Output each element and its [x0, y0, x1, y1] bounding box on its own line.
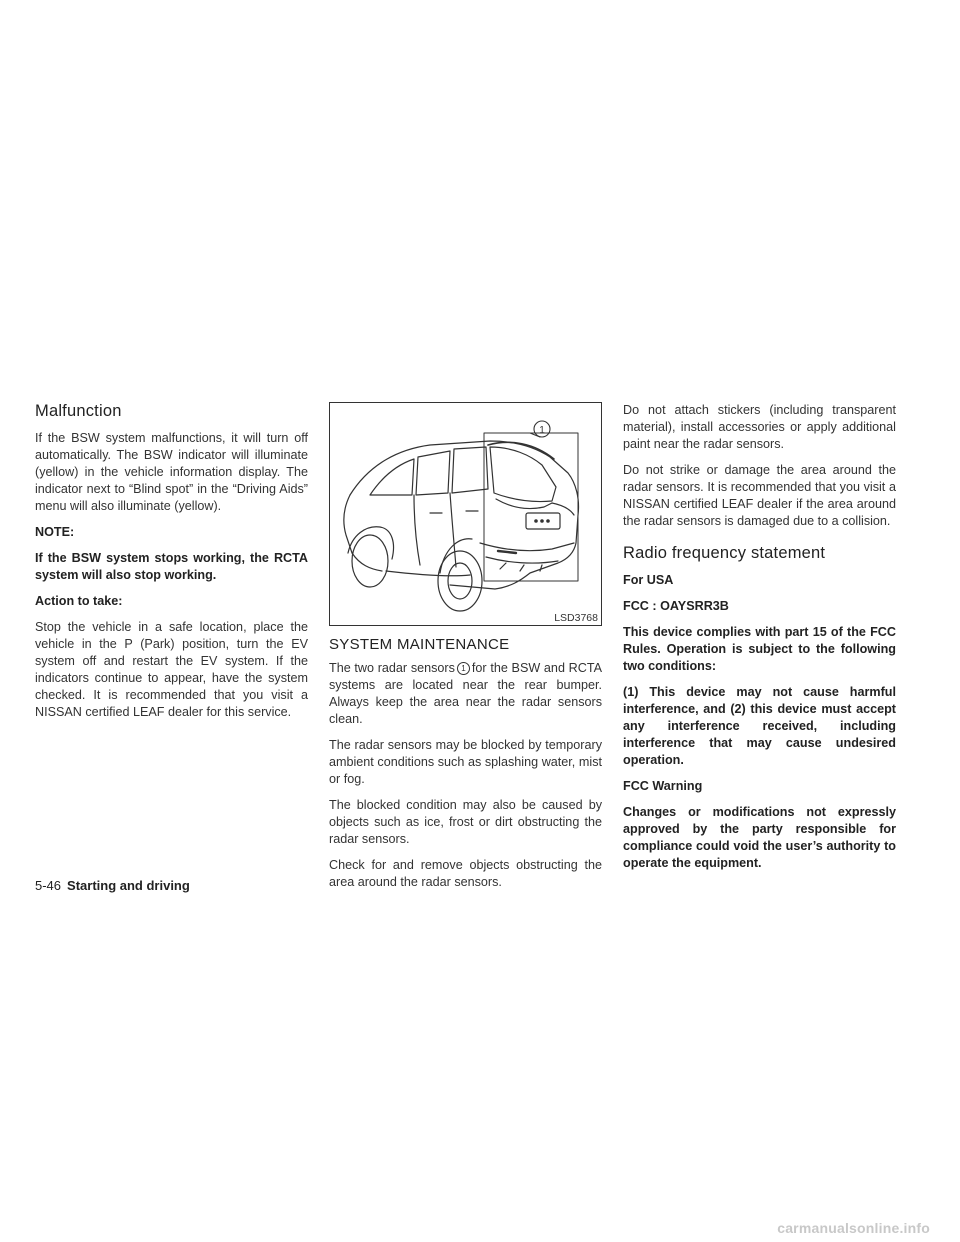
fcc-conditions: (1) This device may not cause harmful interference, and (2) this device must accept any interference received, including interference that may cause undesired operation. — [623, 685, 896, 767]
heading-system-maintenance: SYSTEM MAINTENANCE — [329, 636, 510, 653]
figure-callout-number: 1 — [539, 425, 545, 436]
paragraph-radar-location — [329, 660, 602, 728]
section-title: Starting and driving — [67, 878, 190, 893]
for-usa: For USA — [623, 573, 674, 587]
paragraph-action: Stop the vehicle in a safe location, place the vehicle in the P (Park) position, turn the EV system off and restart the EV system. If the indicators continue to appear, have the system checked. It is recommended that you visit a NISSAN certified LEAF dealer for this service. — [35, 620, 308, 719]
action-label: Action to take: — [35, 594, 123, 608]
note-label: NOTE: — [35, 525, 75, 539]
page-number: 5-46 — [35, 878, 62, 893]
watermark: carmanualsonline.info — [777, 1220, 930, 1236]
paragraph-remove-objects: Check for and remove objects obstructing the area around the radar sensors. — [329, 858, 602, 889]
heading-radio-frequency: Radio frequency statement — [623, 544, 826, 562]
callout-1-icon: 1 — [457, 662, 470, 675]
page-footer — [35, 878, 190, 893]
fcc-compliance: This device complies with part 15 of the FCC Rules. Operation is subject to the following two conditions: — [623, 625, 896, 673]
paragraph-stickers: Do not attach stickers (including transparent material), install accessories or apply additional paint near the radar sensors. — [623, 403, 896, 451]
fcc-id: FCC : OAYSRR3B — [623, 599, 729, 613]
paragraph-blocked-objects: The blocked condition may also be caused by objects such as ice, frost or dirt obstructing the radar sensors. — [329, 798, 602, 846]
radar-text-after: for the BSW and RCTA systems are located near the rear bumper. Always keep the area near the radar sensors clean. — [329, 661, 602, 726]
paragraph-damage: Do not strike or damage the area around the radar sensors. It is recommended that you visit a NISSAN certified LEAF dealer if the area around the radar sensors is damaged due to a collision. — [623, 463, 896, 528]
fcc-warning-text: Changes or modifications not expressly approved by the party responsible for compliance could void the user’s authority to operate the equipment. — [623, 805, 896, 870]
note-text: If the BSW system stops working, the RCTA system will also stop working. — [35, 551, 308, 582]
figure-label: LSD3768 — [554, 612, 598, 624]
column-left — [35, 402, 308, 730]
fcc-warning-label: FCC Warning — [623, 779, 703, 793]
column-middle — [329, 402, 602, 900]
paragraph-malfunction: If the BSW system malfunctions, it will turn off automatically. The BSW indicator will illuminate (yellow) in the vehicle information display. The indicator next to “Blind spot” in the “Driving Aids” menu will also illuminate (yellow). — [35, 431, 308, 513]
radar-text-before: The two radar sensors — [329, 661, 455, 675]
car-illustration — [330, 403, 601, 625]
heading-malfunction: Malfunction — [35, 402, 122, 420]
column-right — [623, 402, 896, 881]
car-rear-figure — [329, 402, 602, 626]
paragraph-radar-blocked: The radar sensors may be blocked by temporary ambient conditions such as splashing water, mist or fog. — [329, 738, 602, 786]
